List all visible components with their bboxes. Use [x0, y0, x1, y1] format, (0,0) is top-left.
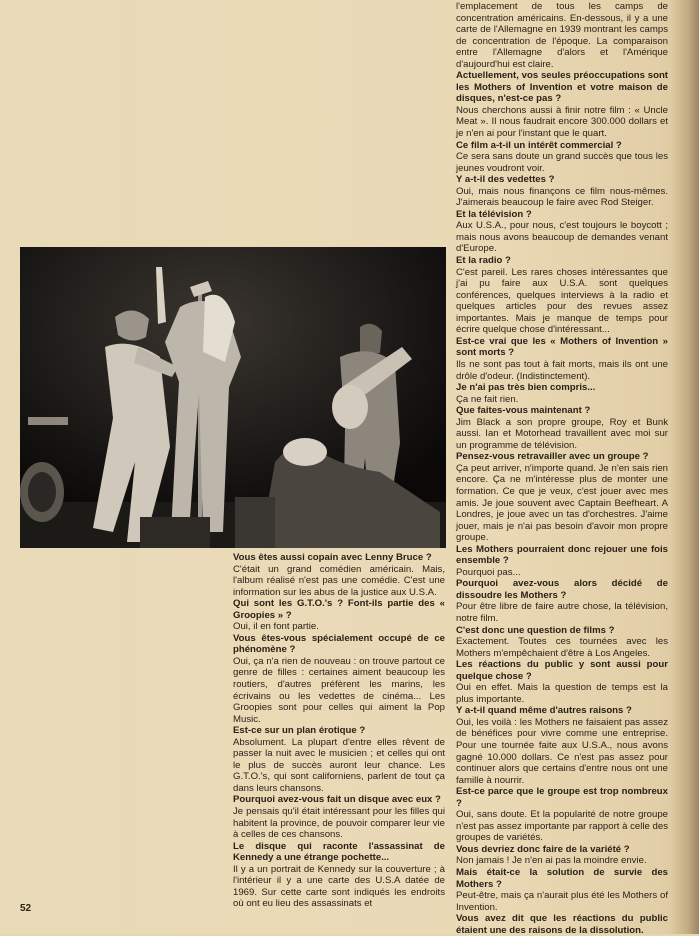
interview-question: Mais était-ce la solution de survie des Mothers ?: [456, 867, 668, 890]
interview-question: Les réactions du public y sont aussi pour quelque chose ?: [456, 659, 668, 682]
interview-question: Vous êtes-vous spécialement occupé de ce phénomène ?: [233, 632, 445, 656]
interview-answer: Peut-être, mais ça n'aurait plus été les Mothers of Invention.: [456, 890, 668, 913]
concert-photo: [20, 247, 446, 548]
interview-question: Le disque qui raconte l'assassinat de Kennedy a une étrange pochette...: [233, 840, 445, 864]
interview-answer: Ça ne fait rien.: [456, 393, 519, 405]
interview-answer: Non jamais ! Je n'en ai pas la moindre envie.: [456, 855, 647, 867]
page-spine-shadow: [671, 0, 699, 934]
interview-question: Pourquoi avez-vous alors décidé de dissoudre les Mothers ?: [456, 578, 668, 601]
article-column-left: [233, 552, 445, 910]
interview-question: Pensez-vous retravailler avec un groupe ?: [456, 451, 649, 463]
interview-answer: Aux U.S.A., pour nous, c'est toujours le boycott ; mais nous avons beaucoup de demandes venant d'Europe.: [456, 220, 668, 255]
interview-question: Ce film a-t-il un intérêt commercial ?: [456, 139, 622, 151]
interview-answer: l'emplacement de tous les camps de concentration américains. En-dessous, il y a une carte de l'Allemagne en 1939 montrant les camps de concentration de l'époque. La comparaison entre l'Allemagne d'alors et l'Amérique d'aujourd'hui est claire.: [456, 1, 668, 70]
interview-answer: Jim Black a son propre groupe, Roy et Bunk aussi. Ian et Motorhead travaillent avec moi sur un programme de télévision.: [456, 416, 668, 451]
interview-answer: Exactement. Toutes ces tournées avec les Mothers m'empêchaient d'être à Los Angeles.: [456, 636, 668, 659]
interview-answer: Oui, sans doute. Et la popularité de notre groupe n'est pas assez importante par rapport à celle des groupes de variétés.: [456, 809, 668, 844]
interview-answer: Pour être libre de faire autre chose, la télévision, notre film.: [456, 601, 668, 624]
concert-photo-graphic: [20, 247, 446, 548]
interview-answer: Ils ne sont pas tout à fait morts, mais ils ont une drôle d'odeur. (Indistinctement).: [456, 358, 668, 382]
interview-answer: Absolument. La plupart d'entre elles rêvent de passer la nuit avec le musicien ; et celles qui ont le plus de succès auront leur chance. Les G.T.O.'s, qui sont californiens, parlent de tout ça dans leurs chansons.: [233, 736, 445, 794]
interview-answer: Je pensais qu'il était intéressant pour les filles qui habitent la province, de pouvoir comparer leur vie à celles de ces chansons.: [233, 806, 445, 841]
article-column-right: [456, 1, 668, 936]
interview-answer: Oui, ça n'a rien de nouveau : on trouve partout ce genre de filles : certaines aiment beaucoup les routiers, d'autres préfèrent les marins, les écrivains ou les vedettes de cinéma... Les Groopies sont pour celles qui aiment la Pop Music.: [233, 655, 445, 725]
interview-question: Y a-t-il des vedettes ?: [456, 174, 555, 186]
interview-answer: Oui en effet. Mais la question de temps est la plus importante.: [456, 682, 668, 705]
interview-question: Vous êtes aussi copain avec Lenny Bruce ?: [233, 552, 432, 563]
interview-question: Vous devriez donc faire de la variété ?: [456, 843, 630, 855]
interview-question: Et la radio ?: [456, 255, 511, 267]
interview-answer: C'est pareil. Les rares choses intéressantes que j'ai pu faire aux U.S.A. sont quelques conférences, quelques interviews à la radio et quelques articles pour des revues assez importantes. Mais je manque de temps pour écrire quelque chose d'intéressant...: [456, 266, 668, 336]
interview-question: Est-ce vrai que les « Mothers of Invention » sont morts ?: [456, 335, 668, 359]
page-number: 52: [20, 903, 32, 914]
interview-question: Qui sont les G.T.O.'s ? Font-ils partie des « Groopies » ?: [233, 598, 445, 621]
interview-answer: C'était un grand comédien américain. Mais, l'album réalisé n'est pas une comédie. C'est une information sur les abus de la justice aux U.S.A.: [233, 563, 445, 598]
interview-question: Les Mothers pourraient donc rejouer une fois ensemble ?: [456, 543, 668, 567]
interview-question: Y a-t-il quand même d'autres raisons ?: [456, 705, 632, 717]
interview-question: Vous avez dit que les réactions du public étaient une des raisons de la dissolution.: [456, 913, 668, 936]
interview-answer: Pourquoi pas...: [456, 566, 521, 578]
interview-question: Et la télévision ?: [456, 208, 532, 220]
interview-answer: Il y a un portrait de Kennedy sur la couverture ; à l'intérieur il y a une carte des U.S.A datée de 1969. Sur cette carte sont indiqués les endroits où ont eu lieu des assassinats et: [233, 863, 445, 910]
interview-question: Que faites-vous maintenant ?: [456, 405, 591, 417]
interview-question: Pourquoi avez-vous fait un disque avec eux ?: [233, 794, 441, 806]
interview-question: Je n'ai pas très bien compris...: [456, 382, 596, 394]
interview-question: C'est donc une question de films ?: [456, 624, 615, 636]
interview-question: Actuellement, vos seules préoccupations sont les Mothers of Invention et votre maison de disques, n'est-ce pas ?: [456, 70, 668, 105]
interview-question: Est-ce sur un plan érotique ?: [233, 725, 366, 737]
interview-answer: Oui, mais nous finançons ce film nous-mêmes. J'aimerais beaucoup le faire avec Rod Steiger.: [456, 185, 668, 209]
interview-answer: Oui, les voilà : les Mothers ne faisaient pas assez de bénéfices pour vivre comme une entreprise. Pour une tournée faite aux U.S.A., nous avons gagné 10.000 dollars. Ce n'est pas assez pour continuer alors que certains d'entre nous ont une famille à nourrir.: [456, 716, 668, 786]
interview-question: Est-ce parce que le groupe est trop nombreux ?: [456, 786, 668, 809]
interview-answer: Ça peut arriver, n'importe quand. Je n'en sais rien encore. Ça ne m'intéresse plus de monter une formation. Ce que je veux, c'est jouer avec mes amis. Je joue souvent avec Captain Beefheart. A Londres, je joue avec un tas d'orchestres. J'aime jouer, mais je n'ai pas besoin d'avoir mon propre groupe.: [456, 462, 668, 544]
interview-answer: Oui, il en font partie.: [233, 621, 319, 633]
interview-answer: Nous cherchons aussi à finir notre film : « Uncle Meat ». Il nous faudrait encore 300.000 dollars et je n'en ai pour l'instant que le quart.: [456, 104, 668, 140]
interview-answer: Ce sera sans doute un grand succès que tous les jeunes voudront voir.: [456, 151, 668, 174]
